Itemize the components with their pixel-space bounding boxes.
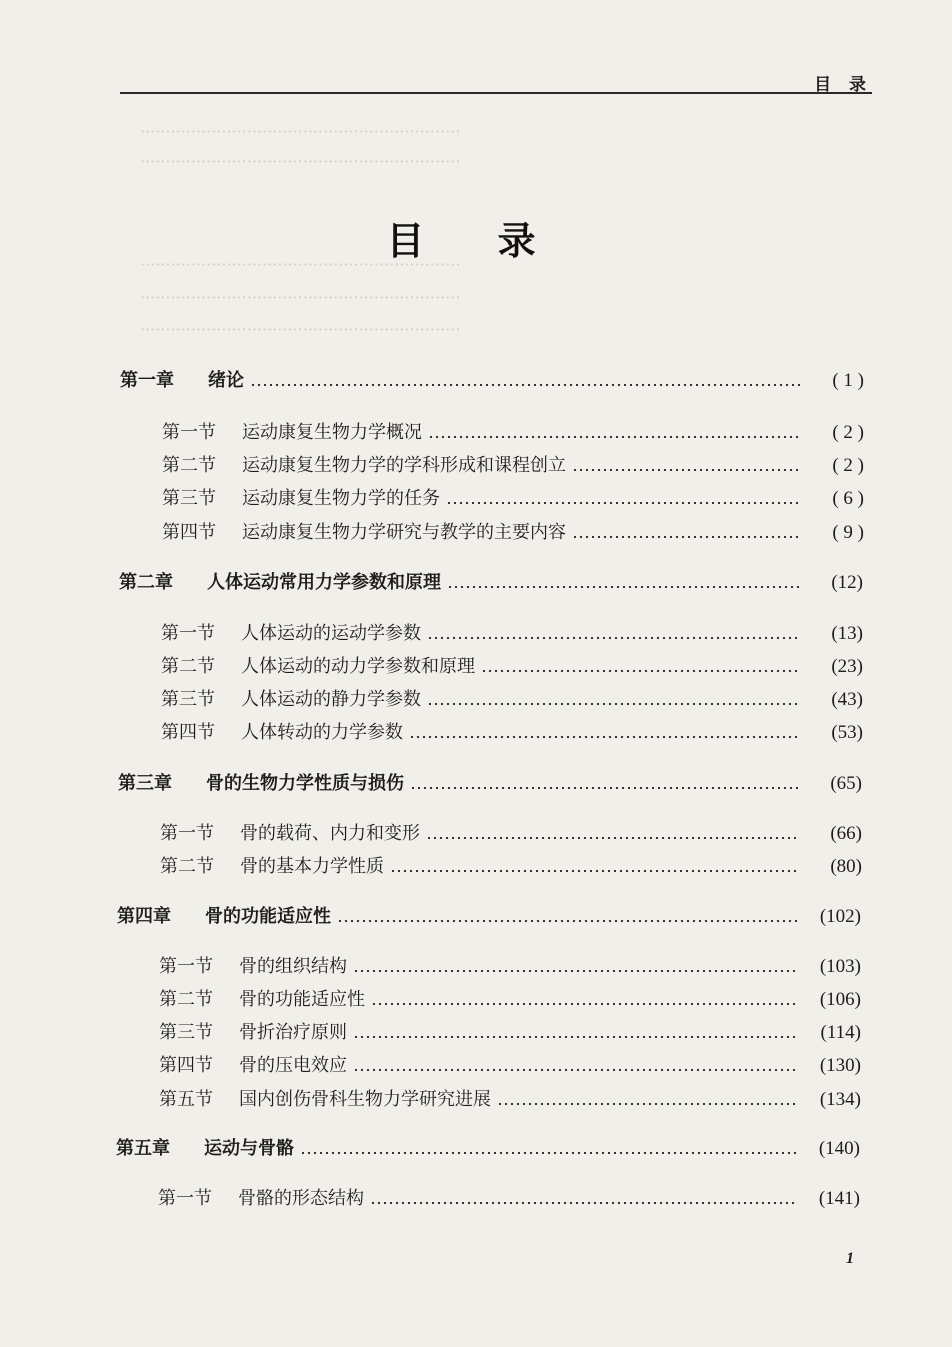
page-folio: 1 <box>846 1250 854 1267</box>
chapter-title: 运动与骨骼 <box>204 1138 294 1159</box>
page-number: (134) <box>819 1089 861 1110</box>
bleed-through-line: ······························································· <box>140 288 461 307</box>
dot-leader <box>572 469 800 471</box>
dot-leader <box>353 1069 797 1071</box>
dot-leader <box>250 384 800 386</box>
page-number: (23) <box>831 656 863 677</box>
chapter-title: 人体运动常用力学参数和原理 <box>207 572 441 593</box>
section-title: 运动康复生物力学概况 <box>242 422 422 443</box>
toc-section-entry[interactable] <box>159 1053 861 1079</box>
dot-leader <box>426 837 798 839</box>
page-number: ( 9 ) <box>832 522 864 543</box>
section-title: 人体运动的动力学参数和原理 <box>241 656 475 677</box>
toc-chapter-entry[interactable] <box>116 1136 860 1162</box>
section-title: 骨骼的形态结构 <box>238 1188 364 1209</box>
section-number: 第三节 <box>161 689 215 710</box>
page-number: (13) <box>831 623 863 644</box>
section-number: 第二节 <box>161 656 215 677</box>
dot-leader <box>390 870 798 872</box>
toc-title: 目 录 <box>386 219 566 263</box>
page-number: (65) <box>830 773 862 794</box>
chapter-number: 第二章 <box>119 572 173 593</box>
page-number: ( 2 ) <box>832 455 864 476</box>
page-number: (80) <box>830 856 862 877</box>
toc-section-entry[interactable] <box>162 520 864 546</box>
page-number: ( 2 ) <box>832 422 864 443</box>
dot-leader <box>427 637 799 639</box>
toc-section-entry[interactable] <box>161 621 863 647</box>
toc-section-entry[interactable] <box>160 821 862 847</box>
dot-leader <box>481 670 799 672</box>
section-number: 第三节 <box>159 1022 213 1043</box>
section-number: 第三节 <box>162 488 216 509</box>
page-number: (130) <box>819 1055 861 1076</box>
toc-chapter-entry[interactable] <box>118 771 862 797</box>
bleed-through-line: ······························································· <box>140 320 461 339</box>
section-number: 第一节 <box>161 623 215 644</box>
bleed-through-line: ······························································· <box>140 255 461 274</box>
page-number: (114) <box>820 1022 861 1043</box>
section-number: 第二节 <box>159 989 213 1010</box>
bleed-through-line: ······························································· <box>140 122 461 141</box>
dot-leader <box>370 1202 796 1204</box>
page-number: (66) <box>830 823 862 844</box>
page-number: ( 6 ) <box>832 488 864 509</box>
toc-chapter-entry[interactable] <box>119 570 863 596</box>
dot-leader <box>572 536 800 538</box>
toc-section-entry[interactable] <box>158 1186 860 1212</box>
section-number: 第二节 <box>162 455 216 476</box>
section-title: 骨的组织结构 <box>239 956 347 977</box>
section-number: 第一节 <box>159 956 213 977</box>
page-number: (103) <box>819 956 861 977</box>
dot-leader <box>446 502 800 504</box>
toc-section-entry[interactable] <box>159 954 861 980</box>
toc-section-entry[interactable] <box>159 1020 861 1046</box>
toc-section-entry[interactable] <box>159 987 861 1013</box>
bleed-through-line: ······························································· <box>140 152 461 171</box>
section-title: 运动康复生物力学的任务 <box>242 488 440 509</box>
toc-section-entry[interactable] <box>161 687 863 713</box>
section-title: 运动康复生物力学的学科形成和课程创立 <box>242 455 566 476</box>
dot-leader <box>353 1036 797 1038</box>
page-number: (43) <box>831 689 863 710</box>
chapter-title: 骨的生物力学性质与损伤 <box>206 773 404 794</box>
toc-section-entry[interactable] <box>162 453 864 479</box>
toc-section-entry[interactable] <box>160 854 862 880</box>
dot-leader <box>371 1003 797 1005</box>
section-number: 第四节 <box>159 1055 213 1076</box>
dot-leader <box>409 736 799 738</box>
section-title: 骨的载荷、内力和变形 <box>240 823 420 844</box>
section-number: 第五节 <box>159 1089 213 1110</box>
page-number: (141) <box>818 1188 860 1209</box>
page-number: (140) <box>818 1138 860 1159</box>
section-number: 第四节 <box>161 722 215 743</box>
chapter-title: 绪论 <box>208 370 244 391</box>
dot-leader <box>447 586 799 588</box>
toc-section-entry[interactable] <box>161 654 863 680</box>
section-number: 第四节 <box>162 522 216 543</box>
toc-section-entry[interactable] <box>161 720 863 746</box>
section-title: 国内创伤骨科生物力学研究进展 <box>239 1089 491 1110</box>
page-number: (106) <box>819 989 861 1010</box>
section-title: 人体转动的力学参数 <box>241 722 403 743</box>
section-number: 第一节 <box>160 823 214 844</box>
chapter-number: 第三章 <box>118 773 172 794</box>
dot-leader <box>427 703 799 705</box>
page-number: ( 1 ) <box>832 370 864 391</box>
chapter-number: 第四章 <box>117 906 171 927</box>
page-number: (12) <box>831 572 863 593</box>
header-rule <box>120 92 872 94</box>
dot-leader <box>410 787 798 789</box>
toc-section-entry[interactable] <box>162 486 864 512</box>
dot-leader <box>337 920 797 922</box>
dot-leader <box>300 1152 796 1154</box>
section-title: 人体运动的静力学参数 <box>241 689 421 710</box>
chapter-number: 第五章 <box>116 1138 170 1159</box>
section-title: 运动康复生物力学研究与教学的主要内容 <box>242 522 566 543</box>
chapter-title: 骨的功能适应性 <box>205 906 331 927</box>
section-title: 骨折治疗原则 <box>239 1022 347 1043</box>
chapter-number: 第一章 <box>120 370 174 391</box>
page-number: (102) <box>819 906 861 927</box>
toc-chapter-entry[interactable] <box>120 368 864 394</box>
section-title: 骨的功能适应性 <box>239 989 365 1010</box>
section-title: 人体运动的运动学参数 <box>241 623 421 644</box>
page-number: (53) <box>831 722 863 743</box>
dot-leader <box>497 1103 797 1105</box>
running-head: 目 录 <box>814 75 872 95</box>
section-number: 第一节 <box>162 422 216 443</box>
dot-leader <box>428 436 800 438</box>
section-number: 第一节 <box>158 1188 212 1209</box>
section-title: 骨的基本力学性质 <box>240 856 384 877</box>
toc-chapter-entry[interactable] <box>117 904 861 930</box>
toc-section-entry[interactable] <box>159 1087 861 1113</box>
section-title: 骨的压电效应 <box>239 1055 347 1076</box>
toc-section-entry[interactable] <box>162 420 864 446</box>
section-number: 第二节 <box>160 856 214 877</box>
dot-leader <box>353 970 797 972</box>
